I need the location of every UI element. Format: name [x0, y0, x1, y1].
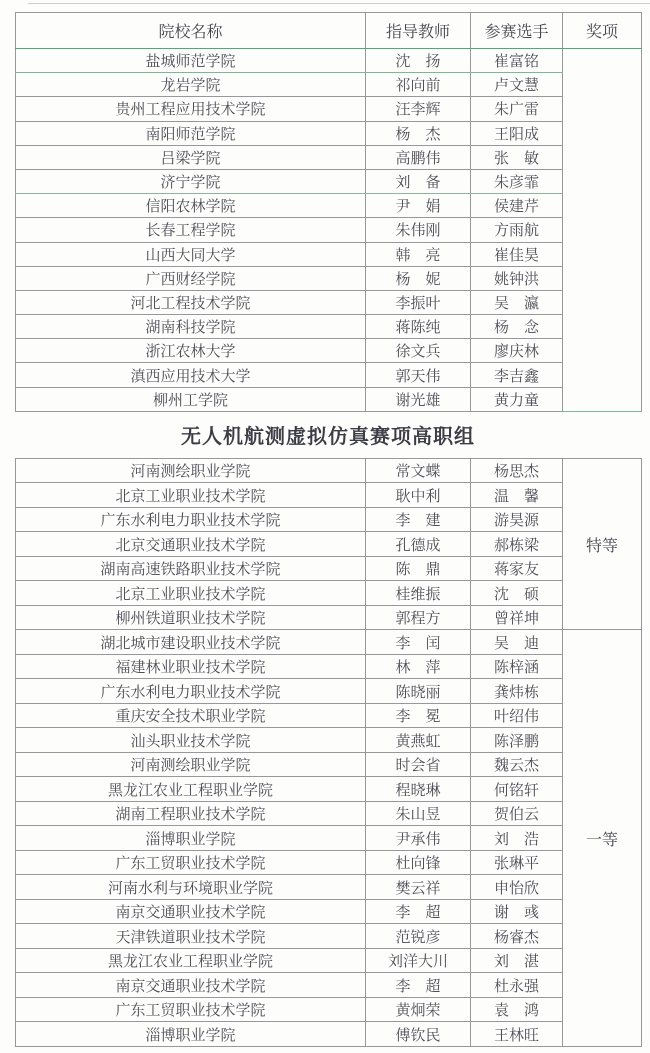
school-cell: 柳州工学院	[16, 387, 366, 411]
school-cell: 淄博职业学院	[16, 1022, 366, 1047]
teacher-cell: 李 冕	[366, 703, 471, 728]
school-cell: 湖南高速铁路职业技术学院	[16, 556, 366, 581]
teacher-cell: 祁向前	[366, 73, 471, 97]
teacher-cell: 程晓琳	[366, 777, 471, 802]
teacher-cell: 尹 娟	[366, 194, 471, 218]
teacher-cell: 樊云祥	[366, 875, 471, 900]
table-row	[16, 605, 642, 630]
contestant-cell: 吴 迪	[471, 630, 563, 655]
teacher-cell: 黄炯荣	[366, 997, 471, 1022]
contestant-cell: 张 敏	[471, 145, 563, 169]
award-cell: 一等	[563, 630, 642, 1047]
school-cell: 天津铁道职业技术学院	[16, 924, 366, 949]
school-cell: 河南测绘职业学院	[16, 752, 366, 777]
table-row	[16, 483, 642, 508]
table-row	[16, 752, 642, 777]
school-cell: 广东水利电力职业技术学院	[16, 679, 366, 704]
scan-artifact-line	[28, 3, 650, 4]
section-title-gaozhi: 无人机航测虚拟仿真赛项高职组	[181, 424, 475, 449]
table-header	[16, 13, 642, 49]
teacher-cell: 李振叶	[366, 290, 471, 314]
contestant-cell: 姚钟洪	[471, 266, 563, 290]
school-cell: 汕头职业技术学院	[16, 728, 366, 753]
school-cell: 信阳农林学院	[16, 194, 366, 218]
school-cell: 河北工程技术学院	[16, 290, 366, 314]
table-row	[16, 507, 642, 532]
teacher-cell: 杜向锋	[366, 850, 471, 875]
table-row	[16, 801, 642, 826]
table-row	[16, 556, 642, 581]
contestant-cell: 谢 彧	[471, 899, 563, 924]
school-cell: 北京工业职业技术学院	[16, 483, 366, 508]
col-header-teacher: 指导教师	[366, 13, 471, 49]
contestant-cell: 申怡欣	[471, 875, 563, 900]
teacher-cell: 沈 扬	[366, 49, 471, 73]
contestant-cell: 杜永强	[471, 973, 563, 998]
contestant-cell: 杨 念	[471, 315, 563, 339]
school-cell: 山西大同大学	[16, 242, 366, 266]
col-header-contestant: 参赛选手	[471, 13, 563, 49]
table-row	[16, 387, 642, 411]
school-cell: 滇西应用技术大学	[16, 363, 366, 387]
contestant-cell: 郝栋梁	[471, 532, 563, 557]
contestant-cell: 张琳平	[471, 850, 563, 875]
table-row	[16, 121, 642, 145]
teacher-cell: 郭程方	[366, 605, 471, 630]
table-row	[16, 630, 642, 655]
contestant-cell: 刘 湛	[471, 948, 563, 973]
results-table-undergrad	[15, 12, 642, 412]
table-row	[16, 948, 642, 973]
contestant-cell: 陈梓涵	[471, 654, 563, 679]
contestant-cell: 曾祥坤	[471, 605, 563, 630]
teacher-cell: 汪李辉	[366, 97, 471, 121]
school-cell: 吕梁学院	[16, 145, 366, 169]
table-row	[16, 315, 642, 339]
contestant-cell: 陈泽鹏	[471, 728, 563, 753]
teacher-cell: 尹承伟	[366, 826, 471, 851]
contestant-cell: 温 馨	[471, 483, 563, 508]
teacher-cell: 耿中利	[366, 483, 471, 508]
table-row	[16, 290, 642, 314]
contestant-cell: 方雨航	[471, 218, 563, 242]
teacher-cell: 杨 杰	[366, 121, 471, 145]
table-row	[16, 581, 642, 606]
contestant-cell: 黄力童	[471, 387, 563, 411]
col-header-award: 奖项	[563, 13, 642, 49]
teacher-cell: 黄燕虹	[366, 728, 471, 753]
contestant-cell: 杨睿杰	[471, 924, 563, 949]
teacher-cell: 桂维振	[366, 581, 471, 606]
table-row	[16, 218, 642, 242]
school-cell: 南京交通职业技术学院	[16, 973, 366, 998]
teacher-cell: 徐文兵	[366, 339, 471, 363]
contestant-cell: 崔富铭	[471, 49, 563, 73]
school-cell: 龙岩学院	[16, 73, 366, 97]
table-row	[16, 924, 642, 949]
contestant-cell: 侯建芹	[471, 194, 563, 218]
teacher-cell: 孔德成	[366, 532, 471, 557]
school-cell: 北京交通职业技术学院	[16, 532, 366, 557]
teacher-cell: 高鹏伟	[366, 145, 471, 169]
table-row	[16, 850, 642, 875]
table-row	[16, 826, 642, 851]
document-page	[15, 12, 641, 1047]
table-body	[16, 49, 642, 412]
school-cell: 盐城师范学院	[16, 49, 366, 73]
contestant-cell: 龚炜栋	[471, 679, 563, 704]
teacher-cell: 刘洋大川	[366, 948, 471, 973]
school-cell: 淄博职业学院	[16, 826, 366, 851]
contestant-cell: 蒋家友	[471, 556, 563, 581]
table-row	[16, 242, 642, 266]
contestant-cell: 王阳成	[471, 121, 563, 145]
teacher-cell: 林 萍	[366, 654, 471, 679]
table-row	[16, 363, 642, 387]
contestant-cell: 廖庆林	[471, 339, 563, 363]
teacher-cell: 朱山昱	[366, 801, 471, 826]
contestant-cell: 王林旺	[471, 1022, 563, 1047]
contestant-cell: 卢文慧	[471, 73, 563, 97]
school-cell: 广东水利电力职业技术学院	[16, 507, 366, 532]
table-row	[16, 49, 642, 73]
contestant-cell: 袁 鸿	[471, 997, 563, 1022]
school-cell: 长春工程学院	[16, 218, 366, 242]
table-row	[16, 458, 642, 483]
teacher-cell: 李 超	[366, 973, 471, 998]
teacher-cell: 韩 亮	[366, 242, 471, 266]
table-row	[16, 145, 642, 169]
contestant-cell: 何铭轩	[471, 777, 563, 802]
teacher-cell: 蒋陈纯	[366, 315, 471, 339]
school-cell: 广西财经学院	[16, 266, 366, 290]
table-row	[16, 899, 642, 924]
teacher-cell: 郭天伟	[366, 363, 471, 387]
contestant-cell: 魏云杰	[471, 752, 563, 777]
school-cell: 北京工业职业技术学院	[16, 581, 366, 606]
school-cell: 河南测绘职业学院	[16, 458, 366, 483]
school-cell: 黑龙江农业工程职业学院	[16, 948, 366, 973]
teacher-cell: 陈晓丽	[366, 679, 471, 704]
teacher-cell: 朱伟刚	[366, 218, 471, 242]
table-row	[16, 194, 642, 218]
table-row	[16, 973, 642, 998]
table-row	[16, 728, 642, 753]
school-cell: 广东工贸职业技术学院	[16, 850, 366, 875]
contestant-cell: 吴 瀛	[471, 290, 563, 314]
table-row	[16, 73, 642, 97]
contestant-cell: 沈 硕	[471, 581, 563, 606]
teacher-cell: 谢光雄	[366, 387, 471, 411]
contestant-cell: 游昊源	[471, 507, 563, 532]
school-cell: 湖南工程职业技术学院	[16, 801, 366, 826]
teacher-cell: 杨 妮	[366, 266, 471, 290]
table-row	[16, 703, 642, 728]
teacher-cell: 傅钦民	[366, 1022, 471, 1047]
school-cell: 河南水利与环境职业学院	[16, 875, 366, 900]
teacher-cell: 李 建	[366, 507, 471, 532]
contestant-cell: 贺伯云	[471, 801, 563, 826]
school-cell: 湖北城市建设职业技术学院	[16, 630, 366, 655]
contestant-cell: 杨思杰	[471, 458, 563, 483]
table-row	[16, 679, 642, 704]
header-row	[16, 13, 642, 49]
table-row	[16, 777, 642, 802]
table-row	[16, 266, 642, 290]
table-row	[16, 997, 642, 1022]
school-cell: 湖南科技学院	[16, 315, 366, 339]
school-cell: 济宁学院	[16, 169, 366, 193]
contestant-cell: 叶绍伟	[471, 703, 563, 728]
col-header-school: 院校名称	[16, 13, 366, 49]
teacher-cell: 李 超	[366, 899, 471, 924]
contestant-cell: 刘 浩	[471, 826, 563, 851]
contestant-cell: 崔佳昊	[471, 242, 563, 266]
table-row	[16, 654, 642, 679]
school-cell: 南京交通职业技术学院	[16, 899, 366, 924]
table-row	[16, 169, 642, 193]
award-cell: 特等	[563, 458, 642, 630]
table-row	[16, 532, 642, 557]
table-row	[16, 97, 642, 121]
teacher-cell: 李 闰	[366, 630, 471, 655]
contestant-cell: 朱彦霏	[471, 169, 563, 193]
school-cell: 浙江农林大学	[16, 339, 366, 363]
teacher-cell: 范锐彦	[366, 924, 471, 949]
school-cell: 重庆安全技术职业学院	[16, 703, 366, 728]
award-cell	[563, 49, 642, 412]
school-cell: 福建林业职业技术学院	[16, 654, 366, 679]
table-body	[16, 458, 642, 1046]
school-cell: 黑龙江农业工程职业学院	[16, 777, 366, 802]
school-cell: 贵州工程应用技术学院	[16, 97, 366, 121]
school-cell: 南阳师范学院	[16, 121, 366, 145]
table-row	[16, 1022, 642, 1047]
table-row	[16, 339, 642, 363]
results-table-gaozhi	[15, 458, 642, 1047]
teacher-cell: 刘 备	[366, 169, 471, 193]
teacher-cell: 常文蝶	[366, 458, 471, 483]
teacher-cell: 时会省	[366, 752, 471, 777]
table-row	[16, 875, 642, 900]
school-cell: 广东工贸职业技术学院	[16, 997, 366, 1022]
contestant-cell: 李吉鑫	[471, 363, 563, 387]
school-cell: 柳州铁道职业技术学院	[16, 605, 366, 630]
teacher-cell: 陈 鼎	[366, 556, 471, 581]
contestant-cell: 朱广雷	[471, 97, 563, 121]
